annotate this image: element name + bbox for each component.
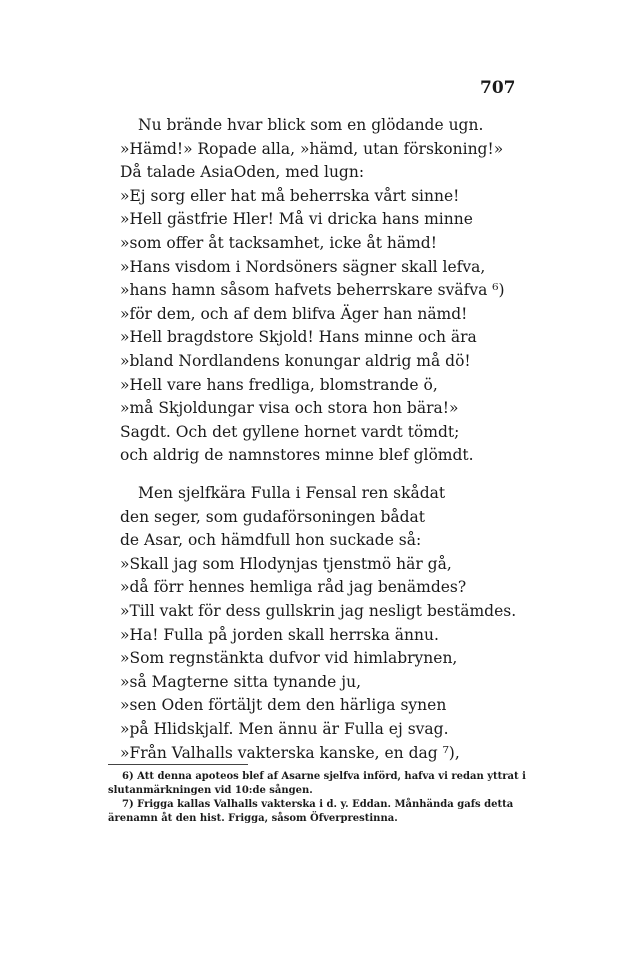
poem-line: den seger, som gudaförsoningen bådat xyxy=(120,507,426,526)
poem-line: »må Skjoldungar visa och stora hon bära!» xyxy=(120,399,459,418)
poem-line: »som offer åt tacksamhet, icke åt hämd! xyxy=(120,234,437,252)
poem-line: de Asar, och hämdfull hon suckade så: xyxy=(120,531,422,550)
footnote-rule xyxy=(108,764,248,765)
poem-line: »Ha! Fulla på jorden skall herrska ännu. xyxy=(120,625,439,644)
footnote-6: 6) Att denna apoteos blef af Asarne sjelfva införd, hafva vi redan yttrat i slutanmärkningen vid 10:de sången. xyxy=(108,771,526,796)
poem-line: Då talade AsiaOden, med lugn: xyxy=(120,163,365,182)
poem-line: Nu brände hvar blick som en glödande ugn. xyxy=(138,116,484,134)
poem-line: och aldrig de namnstores minne blef glömdt. xyxy=(120,446,474,465)
poem-line: »Som regnstänkta dufvor vid himlabrynen, xyxy=(120,649,458,668)
poem-line: »för dem, och af dem blifva Äger han nämd! xyxy=(120,304,468,323)
poem-line: »Från Valhalls vakterska kanske, en dag ⁷), xyxy=(120,743,460,762)
poem-line: »Ej sorg eller hat må beherrska vårt sinne! xyxy=(120,186,460,205)
poem-line: »Hell vare hans fredliga, blomstrande ö, xyxy=(120,375,438,394)
poem-line: Men sjelfkära Fulla i Fensal ren skådat xyxy=(138,484,446,502)
poem-line: »sen Oden förtäljt dem den härliga synen xyxy=(120,696,447,715)
poem-line: »så Magterne sitta tynande ju, xyxy=(120,672,361,691)
page-number: 707 xyxy=(480,78,516,98)
poem-line: »Hans visdom i Nordsöners sägner skall lefva, xyxy=(120,257,486,276)
footnote-7: 7) Frigga kallas Valhalls vakterska i d. y. Eddan. Månhända gafs detta ärenamn åt den hist. Frigga, såsom Öfverprestinna. xyxy=(108,799,514,824)
poem-line: »på Hlidskjalf. Men ännu är Fulla ej svag. xyxy=(120,720,449,738)
poem-line: »Hämd!» Ropade alla, »hämd, utan förskoning!» xyxy=(120,139,504,158)
poem-line: »Hell gästfrie Hler! Må vi dricka hans minne xyxy=(120,210,473,229)
poem-line: »Hell bragdstore Skjold! Hans minne och ära xyxy=(120,328,477,347)
poem-line: Sagdt. Och det gyllene hornet vardt tömdt; xyxy=(120,422,460,441)
poem-line: »Till vakt för dess gullskrin jag nesligt bestämdes. xyxy=(120,602,517,620)
footnotes xyxy=(108,770,528,826)
poem-line: »då förr hennes hemliga råd jag benämdes? xyxy=(120,578,467,597)
poem-line: »hans hamn såsom hafvets beherrskare sväfva ⁶) xyxy=(120,281,505,300)
poem-line: »Skall jag som Hlodynjas tjenstmö här gå, xyxy=(120,554,452,573)
poem-line: »bland Nordlandens konungar aldrig må dö! xyxy=(120,352,471,370)
